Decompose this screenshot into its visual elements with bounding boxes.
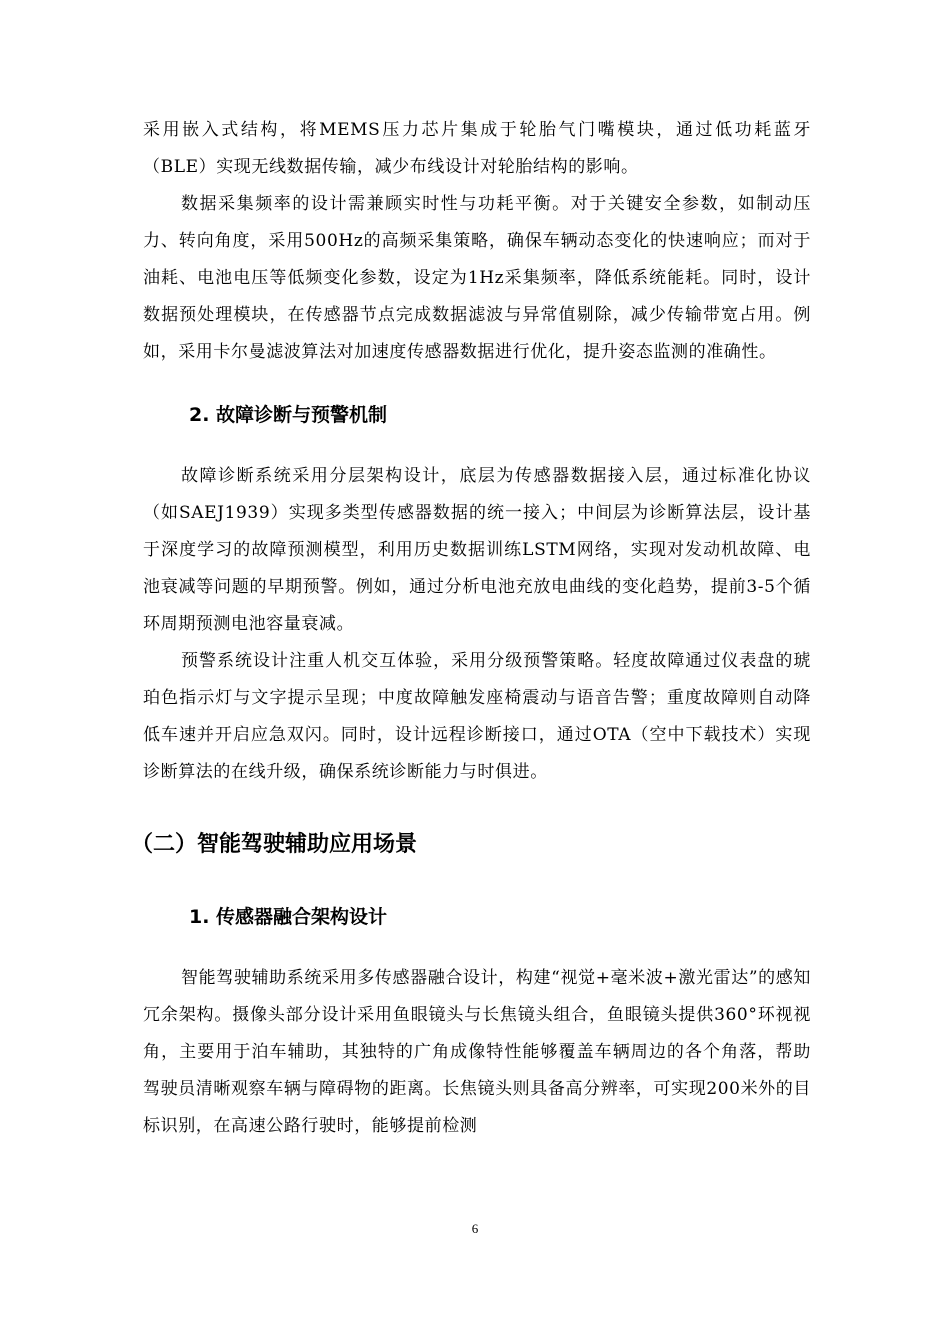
paragraph-warning-system: 预警系统设计注重人机交互体验，采用分级预警策略。轻度故障通过仪表盘的琥珀色指示灯与文字提示呈现；中度故障触发座椅震动与语音告警；重度故障则自动降低车速并开启应急双闪。同时，设计远程诊断接口，通过OTA（空中下载技术）实现诊断算法的在线升级，确保系统诊断能力与时俱进。: [143, 651, 811, 782]
paragraph-diagnosis-architecture: 故障诊断系统采用分层架构设计，底层为传感器数据接入层，通过标准化协议（如SAEJ1939）实现多类型传感器数据的统一接入；中间层为诊断算法层，设计基于深度学习的故障预测模型，利用历史数据训练LSTM网络，实现对发动机故障、电池衰减等问题的早期预警。例如，通过分析电池充放电曲线的变化趋势，提前3-5个循环周期预测电池容量衰减。: [143, 466, 811, 634]
chapter-heading-adas: （二）智能驾驶辅助应用场景: [131, 832, 418, 857]
paragraph-sampling-frequency: 数据采集频率的设计需兼顾实时性与功耗平衡。对于关键安全参数，如制动压力、转向角度，采用500Hz的高频采集策略，确保车辆动态变化的快速响应；而对于油耗、电池电压等低频变化参数，设定为1Hz采集频率，降低系统能耗。同时，设计数据预处理模块，在传感器节点完成数据滤波与异常值剔除，减少传输带宽占用。例如，采用卡尔曼滤波算法对加速度传感器数据进行优化，提升姿态监测的准确性。: [143, 194, 811, 362]
paragraph-sensor-fusion: 智能驾驶辅助系统采用多传感器融合设计，构建“视觉+毫米波+激光雷达”的感知冗余架构。摄像头部分设计采用鱼眼镜头与长焦镜头组合，鱼眼镜头提供360°环视视角，主要用于泊车辅助，其独特的广角成像特性能够覆盖车辆周边的各个角落，帮助驾驶员清晰观察车辆与障碍物的距离。长焦镜头则具备高分辨率，可实现200米外的目标识别，在高速公路行驶时，能够提前检测: [143, 968, 811, 1136]
paragraph-sensor-install: 采用嵌入式结构，将MEMS压力芯片集成于轮胎气门嘴模块，通过低功耗蓝牙（BLE）实现无线数据传输，减少布线设计对轮胎结构的影响。: [143, 120, 811, 177]
section-heading-fault-diagnosis: 2. 故障诊断与预警机制: [189, 404, 388, 426]
page-body: [131, 112, 811, 1145]
page-number: 6: [471, 1221, 479, 1236]
section-heading-sensor-fusion: 1. 传感器融合架构设计: [189, 906, 388, 928]
